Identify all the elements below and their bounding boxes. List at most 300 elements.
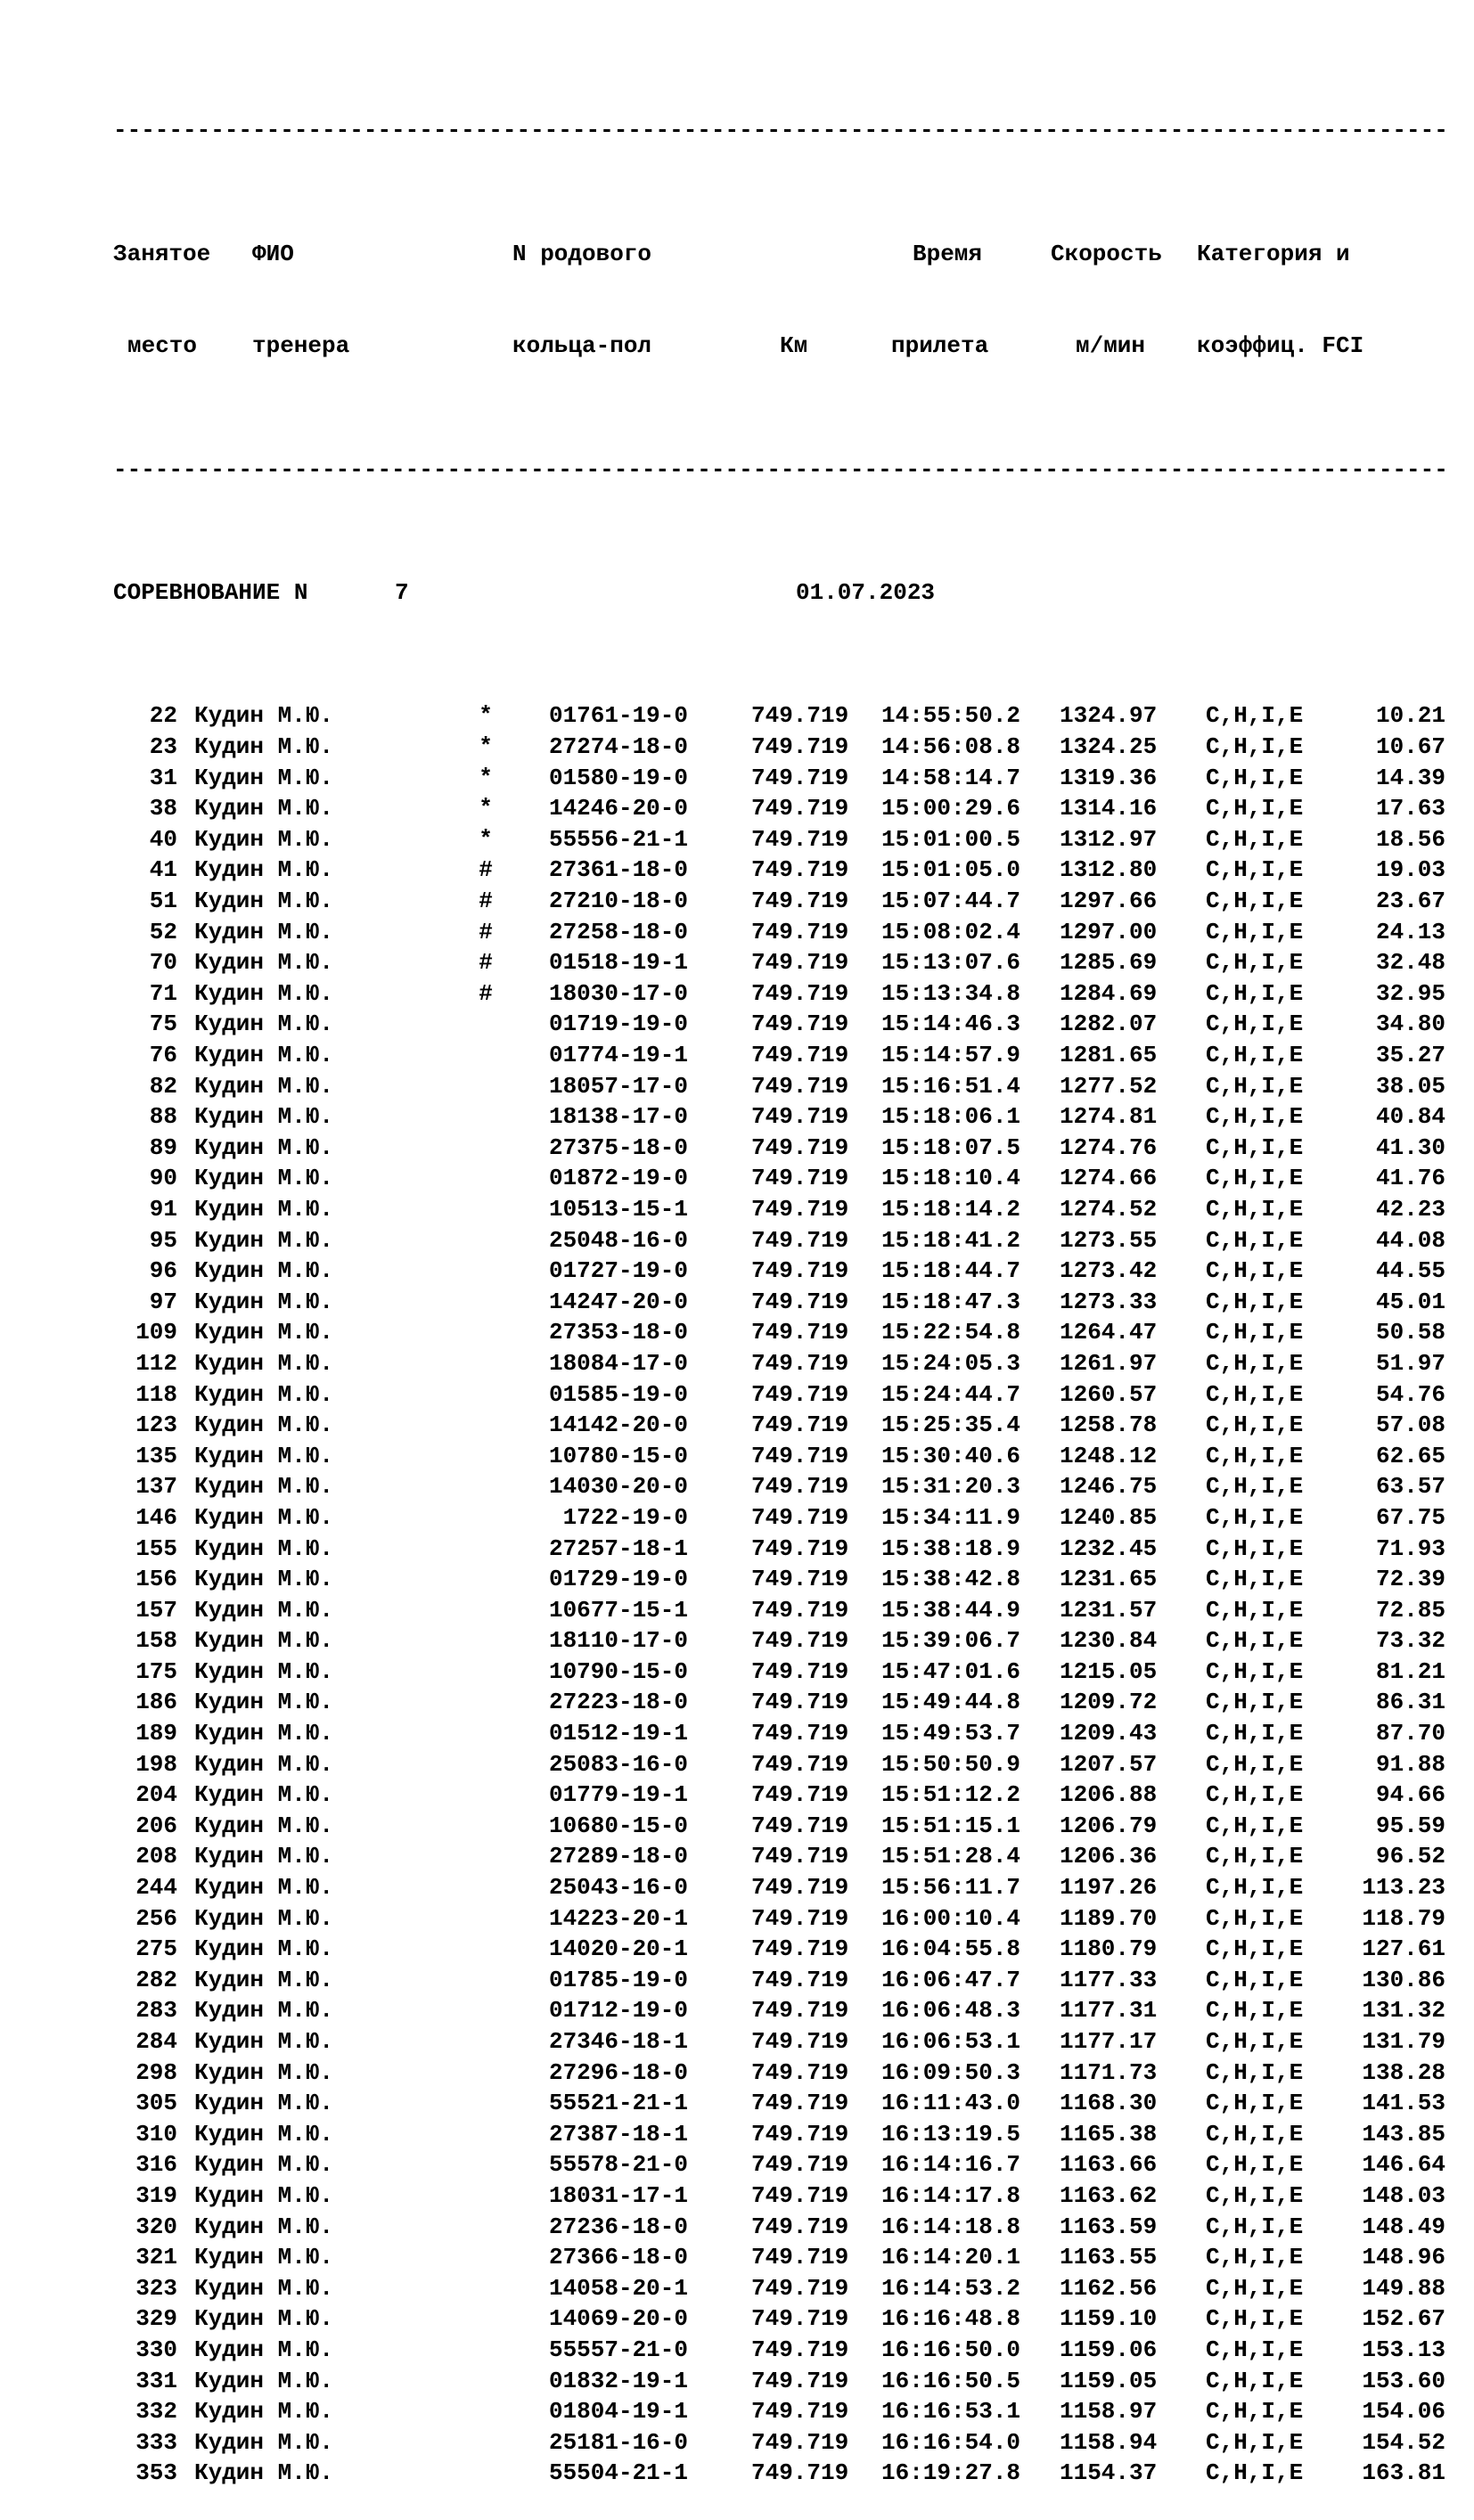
- row-trainer: Кудин М.Ю.: [194, 1534, 334, 1562]
- row-fci-coefficient: 73.32: [1375, 1627, 1445, 1655]
- row-ring-number: 27274-18-0: [548, 733, 688, 761]
- row-place: 90: [149, 1165, 177, 1192]
- row-speed: 1273.42: [1060, 1257, 1158, 1285]
- row-place: 175: [135, 1657, 177, 1685]
- row-km: 749.719: [751, 1349, 849, 1377]
- row-trainer: Кудин М.Ю.: [194, 949, 334, 977]
- row-arrival-time: 16:14:16.7: [881, 2151, 1021, 2179]
- table-row: [113, 1101, 1448, 1133]
- table-row: [113, 1502, 1448, 1534]
- row-arrival-time: 16:14:20.1: [881, 2244, 1021, 2271]
- row-place: 244: [135, 1874, 177, 1902]
- row-km: 749.719: [751, 1904, 849, 1932]
- row-speed: 1209.72: [1060, 1689, 1158, 1716]
- row-category: C,H,I,E: [1206, 888, 1304, 915]
- table-row: [113, 1071, 1448, 1102]
- header-ring: N родового: [512, 240, 652, 267]
- row-trainer: Кудин М.Ю.: [194, 1195, 334, 1223]
- row-ring-number: 55504-21-1: [548, 2459, 688, 2487]
- row-trainer: Кудин М.Ю.: [194, 1566, 334, 1593]
- row-fci-coefficient: 40.84: [1375, 1103, 1445, 1131]
- header-trainer-2: тренера: [252, 332, 350, 360]
- table-row: [113, 732, 1448, 763]
- row-arrival-time: 14:58:14.7: [881, 764, 1021, 791]
- row-fci-coefficient: 130.86: [1362, 1966, 1445, 1993]
- row-speed: 1264.47: [1060, 1319, 1158, 1346]
- row-fci-coefficient: 148.49: [1362, 2213, 1445, 2240]
- row-trainer: Кудин М.Ю.: [194, 1103, 334, 1131]
- row-trainer: Кудин М.Ю.: [194, 1689, 334, 1716]
- row-place: 323: [135, 2274, 177, 2302]
- table-row: [113, 978, 1448, 1010]
- table-row: [113, 2088, 1448, 2119]
- row-speed: 1312.97: [1060, 825, 1158, 853]
- row-km: 749.719: [751, 1257, 849, 1285]
- table-row: [113, 824, 1448, 855]
- row-trainer: Кудин М.Ю.: [194, 918, 334, 945]
- header-trainer: ФИО: [252, 240, 294, 267]
- table-row: [113, 2396, 1448, 2427]
- row-fci-coefficient: 163.81: [1362, 2459, 1445, 2487]
- row-ring-number: 27210-18-0: [548, 888, 688, 915]
- row-speed: 1158.94: [1060, 2428, 1158, 2456]
- row-arrival-time: 15:34:11.9: [881, 1503, 1021, 1531]
- row-speed: 1240.85: [1060, 1503, 1158, 1531]
- row-place: 23: [149, 733, 177, 761]
- row-speed: 1159.10: [1060, 2305, 1158, 2333]
- row-trainer: Кудин М.Ю.: [194, 1966, 334, 1993]
- row-arrival-time: 15:38:44.9: [881, 1596, 1021, 1624]
- row-speed: 1230.84: [1060, 1627, 1158, 1655]
- row-place: 118: [135, 1380, 177, 1408]
- header-ring-2: кольца-пол: [512, 332, 652, 360]
- row-ring-number: 01518-19-1: [548, 949, 688, 977]
- row-place: 208: [135, 1843, 177, 1870]
- row-place: 22: [149, 702, 177, 730]
- row-fci-coefficient: 154.52: [1362, 2428, 1445, 2456]
- table-row: [113, 1410, 1448, 1441]
- row-fci-coefficient: 51.97: [1375, 1349, 1445, 1377]
- row-category: C,H,I,E: [1206, 1874, 1304, 1902]
- row-arrival-time: 14:55:50.2: [881, 702, 1021, 730]
- table-row: [113, 947, 1448, 978]
- row-trainer: Кудин М.Ю.: [194, 764, 334, 791]
- row-trainer: Кудин М.Ю.: [194, 1072, 334, 1100]
- row-ring-number: 14020-20-1: [548, 1935, 688, 1963]
- table-row: [113, 1965, 1448, 1996]
- row-place: 109: [135, 1319, 177, 1346]
- row-km: 749.719: [751, 949, 849, 977]
- row-arrival-time: 16:11:43.0: [881, 2090, 1021, 2117]
- header-place: Занятое: [113, 240, 211, 267]
- row-km: 749.719: [751, 1380, 849, 1408]
- row-place: 38: [149, 795, 177, 822]
- row-arrival-time: 15:25:35.4: [881, 1411, 1021, 1439]
- row-category: C,H,I,E: [1206, 1596, 1304, 1624]
- row-ring-number: 25048-16-0: [548, 1226, 688, 1254]
- row-speed: 1273.55: [1060, 1226, 1158, 1254]
- row-arrival-time: 15:24:05.3: [881, 1349, 1021, 1377]
- row-ring-number: 01727-19-0: [548, 1257, 688, 1285]
- table-row: [113, 1687, 1448, 1718]
- table-row: [113, 917, 1448, 948]
- row-trainer: Кудин М.Ю.: [194, 2028, 334, 2055]
- row-category: C,H,I,E: [1206, 2336, 1304, 2363]
- row-km: 749.719: [751, 764, 849, 791]
- row-trainer: Кудин М.Ю.: [194, 1042, 334, 1068]
- row-trainer: Кудин М.Ю.: [194, 2120, 334, 2148]
- header-time-2: прилета: [891, 332, 989, 360]
- row-arrival-time: 15:38:18.9: [881, 1534, 1021, 1562]
- row-km: 749.719: [751, 2213, 849, 2240]
- row-category: C,H,I,E: [1206, 1997, 1304, 2025]
- row-fci-coefficient: 24.13: [1375, 918, 1445, 945]
- row-place: 112: [135, 1349, 177, 1377]
- row-km: 749.719: [751, 2244, 849, 2271]
- table-row: [113, 1009, 1448, 1040]
- row-speed: 1232.45: [1060, 1534, 1158, 1562]
- row-place: 31: [149, 764, 177, 791]
- row-trainer: Кудин М.Ю.: [194, 2058, 334, 2086]
- header-speed: Скорость: [1051, 240, 1162, 267]
- row-arrival-time: 15:18:06.1: [881, 1103, 1021, 1131]
- header-divider: [113, 454, 1448, 486]
- row-km: 749.719: [751, 795, 849, 822]
- row-category: C,H,I,E: [1206, 1226, 1304, 1254]
- row-category: C,H,I,E: [1206, 918, 1304, 945]
- row-speed: 1274.52: [1060, 1195, 1158, 1223]
- row-km: 749.719: [751, 2398, 849, 2426]
- competition-number: 7: [395, 579, 409, 607]
- row-fci-coefficient: 143.85: [1362, 2120, 1445, 2148]
- row-ring-number: 01804-19-1: [548, 2398, 688, 2426]
- row-km: 749.719: [751, 2090, 849, 2117]
- row-ring-number: 18138-17-0: [548, 1103, 688, 1131]
- row-fci-coefficient: 113.23: [1362, 1874, 1445, 1902]
- row-km: 749.719: [751, 1812, 849, 1839]
- row-ring-number: 01585-19-0: [548, 1380, 688, 1408]
- row-arrival-time: 16:06:48.3: [881, 1997, 1021, 2025]
- table-row: [113, 1780, 1448, 1811]
- competition-line: [113, 577, 1448, 609]
- table-row: [113, 1718, 1448, 1749]
- row-km: 749.719: [751, 1442, 849, 1469]
- header-time: Время: [913, 240, 983, 267]
- row-fci-coefficient: 153.13: [1362, 2336, 1445, 2363]
- row-category: C,H,I,E: [1206, 825, 1304, 853]
- row-fci-coefficient: 141.53: [1362, 2090, 1445, 2117]
- row-arrival-time: 16:06:53.1: [881, 2028, 1021, 2055]
- row-trainer: Кудин М.Ю.: [194, 1997, 334, 2025]
- row-category: C,H,I,E: [1206, 733, 1304, 761]
- row-category: C,H,I,E: [1206, 2058, 1304, 2086]
- row-km: 749.719: [751, 825, 849, 853]
- row-speed: 1197.26: [1060, 1874, 1158, 1902]
- row-speed: 1206.88: [1060, 1781, 1158, 1809]
- row-speed: 1282.07: [1060, 1010, 1158, 1038]
- row-speed: 1248.12: [1060, 1442, 1158, 1469]
- row-ring-number: 14247-20-0: [548, 1288, 688, 1315]
- row-trainer: Кудин М.Ю.: [194, 2244, 334, 2271]
- row-ring-number: 27361-18-0: [548, 856, 688, 884]
- row-arrival-time: 15:08:02.4: [881, 918, 1021, 945]
- row-ring-number: 27257-18-1: [548, 1534, 688, 1562]
- row-speed: 1261.97: [1060, 1349, 1158, 1377]
- table-row: [113, 1256, 1448, 1287]
- row-arrival-time: 15:18:07.5: [881, 1133, 1021, 1161]
- row-km: 749.719: [751, 1843, 849, 1870]
- row-speed: 1215.05: [1060, 1657, 1158, 1685]
- row-trainer: Кудин М.Ю.: [194, 1812, 334, 1839]
- row-arrival-time: 16:14:17.8: [881, 2181, 1021, 2209]
- row-trainer: Кудин М.Ю.: [194, 979, 334, 1007]
- row-category: C,H,I,E: [1206, 1627, 1304, 1655]
- table-row: [113, 1995, 1448, 2026]
- row-speed: 1159.05: [1060, 2367, 1158, 2394]
- row-trainer: Кудин М.Ю.: [194, 1935, 334, 1963]
- table-row: [113, 2180, 1448, 2212]
- row-arrival-time: 15:13:07.6: [881, 949, 1021, 977]
- row-place: 310: [135, 2120, 177, 2148]
- row-category: C,H,I,E: [1206, 2274, 1304, 2302]
- row-fci-coefficient: 19.03: [1375, 856, 1445, 884]
- row-speed: 1260.57: [1060, 1380, 1158, 1408]
- row-ring-number: 55521-21-1: [548, 2090, 688, 2117]
- table-row: [113, 1379, 1448, 1411]
- row-speed: 1165.38: [1060, 2120, 1158, 2148]
- table-row: [113, 1534, 1448, 1565]
- row-speed: 1258.78: [1060, 1411, 1158, 1439]
- row-fci-coefficient: 127.61: [1362, 1935, 1445, 1963]
- row-speed: 1274.66: [1060, 1165, 1158, 1192]
- row-speed: 1285.69: [1060, 949, 1158, 977]
- row-arrival-time: 14:56:08.8: [881, 733, 1021, 761]
- row-category: C,H,I,E: [1206, 1750, 1304, 1778]
- header-category: Категория и: [1197, 240, 1350, 267]
- row-km: 749.719: [751, 979, 849, 1007]
- table-row: [113, 1872, 1448, 1903]
- row-category: C,H,I,E: [1206, 1442, 1304, 1469]
- row-trainer: Кудин М.Ю.: [194, 1380, 334, 1408]
- row-km: 749.719: [751, 2305, 849, 2333]
- row-km: 749.719: [751, 1720, 849, 1747]
- row-arrival-time: 15:14:57.9: [881, 1042, 1021, 1068]
- row-arrival-time: 15:01:05.0: [881, 856, 1021, 884]
- row-place: 91: [149, 1195, 177, 1223]
- row-fci-coefficient: 23.67: [1375, 888, 1445, 915]
- row-trainer: Кудин М.Ю.: [194, 1627, 334, 1655]
- row-ring-number: 01779-19-1: [548, 1781, 688, 1809]
- row-speed: 1163.66: [1060, 2151, 1158, 2179]
- row-km: 749.719: [751, 1874, 849, 1902]
- row-fci-coefficient: 34.80: [1375, 1010, 1445, 1038]
- row-arrival-time: 15:13:34.8: [881, 979, 1021, 1007]
- row-ring-number: 01872-19-0: [548, 1165, 688, 1192]
- row-place: 333: [135, 2428, 177, 2456]
- row-ring-number: 55557-21-0: [548, 2336, 688, 2363]
- row-arrival-time: 15:51:28.4: [881, 1843, 1021, 1870]
- table-row: [113, 1595, 1448, 1626]
- row-km: 749.719: [751, 1195, 849, 1223]
- row-ring-number: 14058-20-1: [548, 2274, 688, 2302]
- row-km: 749.719: [751, 733, 849, 761]
- table-row: [113, 1287, 1448, 1318]
- row-km: 749.719: [751, 1072, 849, 1100]
- row-speed: 1168.30: [1060, 2090, 1158, 2117]
- row-ring-number: 27375-18-0: [548, 1133, 688, 1161]
- row-arrival-time: 15:39:06.7: [881, 1627, 1021, 1655]
- row-trainer: Кудин М.Ю.: [194, 1257, 334, 1285]
- table-row: [113, 1625, 1448, 1657]
- row-speed: 1163.62: [1060, 2181, 1158, 2209]
- row-place: 329: [135, 2305, 177, 2333]
- row-ring-number: 1722-19-0: [562, 1503, 688, 1531]
- row-arrival-time: 16:16:54.0: [881, 2428, 1021, 2456]
- row-arrival-time: 15:56:11.7: [881, 1874, 1021, 1902]
- row-trainer: Кудин М.Ю.: [194, 1874, 334, 1902]
- row-fci-coefficient: 95.59: [1375, 1812, 1445, 1839]
- row-arrival-time: 15:18:10.4: [881, 1165, 1021, 1192]
- row-km: 749.719: [751, 1997, 849, 2025]
- row-place: 41: [149, 856, 177, 884]
- row-fci-coefficient: 152.67: [1362, 2305, 1445, 2333]
- row-arrival-time: 15:18:41.2: [881, 1226, 1021, 1254]
- row-km: 749.719: [751, 918, 849, 945]
- row-fci-coefficient: 62.65: [1375, 1442, 1445, 1469]
- row-ring-number: 18031-17-1: [548, 2181, 688, 2209]
- row-fci-coefficient: 45.01: [1375, 1288, 1445, 1315]
- row-place: 51: [149, 888, 177, 915]
- row-category: C,H,I,E: [1206, 1657, 1304, 1685]
- row-fci-coefficient: 42.23: [1375, 1195, 1445, 1223]
- table-row: [113, 763, 1448, 794]
- row-ring-number: 01580-19-0: [548, 764, 688, 791]
- row-place: 284: [135, 2028, 177, 2055]
- row-arrival-time: 15:31:20.3: [881, 1473, 1021, 1501]
- row-ring-number: 01774-19-1: [548, 1042, 688, 1068]
- row-speed: 1163.59: [1060, 2213, 1158, 2240]
- row-fci-coefficient: 71.93: [1375, 1534, 1445, 1562]
- row-arrival-time: 15:18:44.7: [881, 1257, 1021, 1285]
- table-row: [113, 1471, 1448, 1502]
- table-row: [113, 2058, 1448, 2089]
- row-fci-coefficient: 148.96: [1362, 2244, 1445, 2271]
- row-km: 749.719: [751, 2028, 849, 2055]
- row-trainer: Кудин М.Ю.: [194, 2336, 334, 2363]
- row-km: 749.719: [751, 1103, 849, 1131]
- row-speed: 1158.97: [1060, 2398, 1158, 2426]
- row-km: 749.719: [751, 1288, 849, 1315]
- row-fci-coefficient: 72.39: [1375, 1566, 1445, 1593]
- row-trainer: Кудин М.Ю.: [194, 1319, 334, 1346]
- row-ring-number: 01712-19-0: [548, 1997, 688, 2025]
- row-arrival-time: 15:49:53.7: [881, 1720, 1021, 1747]
- row-category: C,H,I,E: [1206, 2090, 1304, 2117]
- row-speed: 1189.70: [1060, 1904, 1158, 1932]
- row-speed: 1231.65: [1060, 1566, 1158, 1593]
- table-row: [113, 1657, 1448, 1688]
- row-km: 749.719: [751, 1534, 849, 1562]
- row-mark: #: [479, 856, 493, 884]
- row-ring-number: 01761-19-0: [548, 702, 688, 730]
- row-category: C,H,I,E: [1206, 856, 1304, 884]
- row-trainer: Кудин М.Ю.: [194, 1010, 334, 1038]
- row-ring-number: 10790-15-0: [548, 1657, 688, 1685]
- row-ring-number: 25083-16-0: [548, 1750, 688, 1778]
- row-category: C,H,I,E: [1206, 1812, 1304, 1839]
- row-fci-coefficient: 63.57: [1375, 1473, 1445, 1501]
- row-place: 75: [149, 1010, 177, 1038]
- row-category: C,H,I,E: [1206, 2028, 1304, 2055]
- row-place: 321: [135, 2244, 177, 2271]
- row-ring-number: 10680-15-0: [548, 1812, 688, 1839]
- row-km: 749.719: [751, 1319, 849, 1346]
- row-fci-coefficient: 35.27: [1375, 1042, 1445, 1068]
- row-fci-coefficient: 148.03: [1362, 2181, 1445, 2209]
- row-arrival-time: 16:00:10.4: [881, 1904, 1021, 1932]
- row-speed: 1177.17: [1060, 2028, 1158, 2055]
- row-category: C,H,I,E: [1206, 702, 1304, 730]
- row-arrival-time: 15:07:44.7: [881, 888, 1021, 915]
- row-speed: 1297.66: [1060, 888, 1158, 915]
- row-fci-coefficient: 149.88: [1362, 2274, 1445, 2302]
- row-speed: 1154.37: [1060, 2459, 1158, 2487]
- row-km: 749.719: [751, 1627, 849, 1655]
- row-km: 749.719: [751, 2151, 849, 2179]
- table-row: [113, 700, 1448, 732]
- row-category: C,H,I,E: [1206, 1195, 1304, 1223]
- row-km: 749.719: [751, 856, 849, 884]
- header-speed-2: м/мин: [1076, 332, 1146, 360]
- row-place: 332: [135, 2398, 177, 2426]
- row-speed: 1312.80: [1060, 856, 1158, 884]
- row-trainer: Кудин М.Ю.: [194, 1657, 334, 1685]
- row-fci-coefficient: 67.75: [1375, 1503, 1445, 1531]
- row-fci-coefficient: 86.31: [1375, 1689, 1445, 1716]
- row-category: C,H,I,E: [1206, 949, 1304, 977]
- row-arrival-time: 15:18:47.3: [881, 1288, 1021, 1315]
- row-place: 331: [135, 2367, 177, 2394]
- row-trainer: Кудин М.Ю.: [194, 1288, 334, 1315]
- row-place: 40: [149, 825, 177, 853]
- row-category: C,H,I,E: [1206, 1010, 1304, 1038]
- row-fci-coefficient: 44.55: [1375, 1257, 1445, 1285]
- row-ring-number: 25181-16-0: [548, 2428, 688, 2456]
- row-ring-number: 01785-19-0: [548, 1966, 688, 1993]
- row-place: 146: [135, 1503, 177, 1531]
- row-trainer: Кудин М.Ю.: [194, 1442, 334, 1469]
- table-row: [113, 1903, 1448, 1935]
- row-speed: 1319.36: [1060, 764, 1158, 791]
- row-trainer: Кудин М.Ю.: [194, 1349, 334, 1377]
- row-ring-number: 01719-19-0: [548, 1010, 688, 1038]
- row-fci-coefficient: 41.76: [1375, 1165, 1445, 1192]
- results-table: [113, 700, 1448, 2488]
- row-km: 749.719: [751, 1042, 849, 1068]
- row-ring-number: 14223-20-1: [548, 1904, 688, 1932]
- row-arrival-time: 15:51:12.2: [881, 1781, 1021, 1809]
- row-arrival-time: 15:18:14.2: [881, 1195, 1021, 1223]
- row-fci-coefficient: 14.39: [1375, 764, 1445, 791]
- row-ring-number: 27289-18-0: [548, 1843, 688, 1870]
- row-trainer: Кудин М.Ю.: [194, 2213, 334, 2240]
- row-ring-number: 14142-20-0: [548, 1411, 688, 1439]
- row-km: 749.719: [751, 2274, 849, 2302]
- row-ring-number: 01832-19-1: [548, 2367, 688, 2394]
- row-place: 186: [135, 1689, 177, 1716]
- row-category: C,H,I,E: [1206, 1904, 1304, 1932]
- row-km: 749.719: [751, 1165, 849, 1192]
